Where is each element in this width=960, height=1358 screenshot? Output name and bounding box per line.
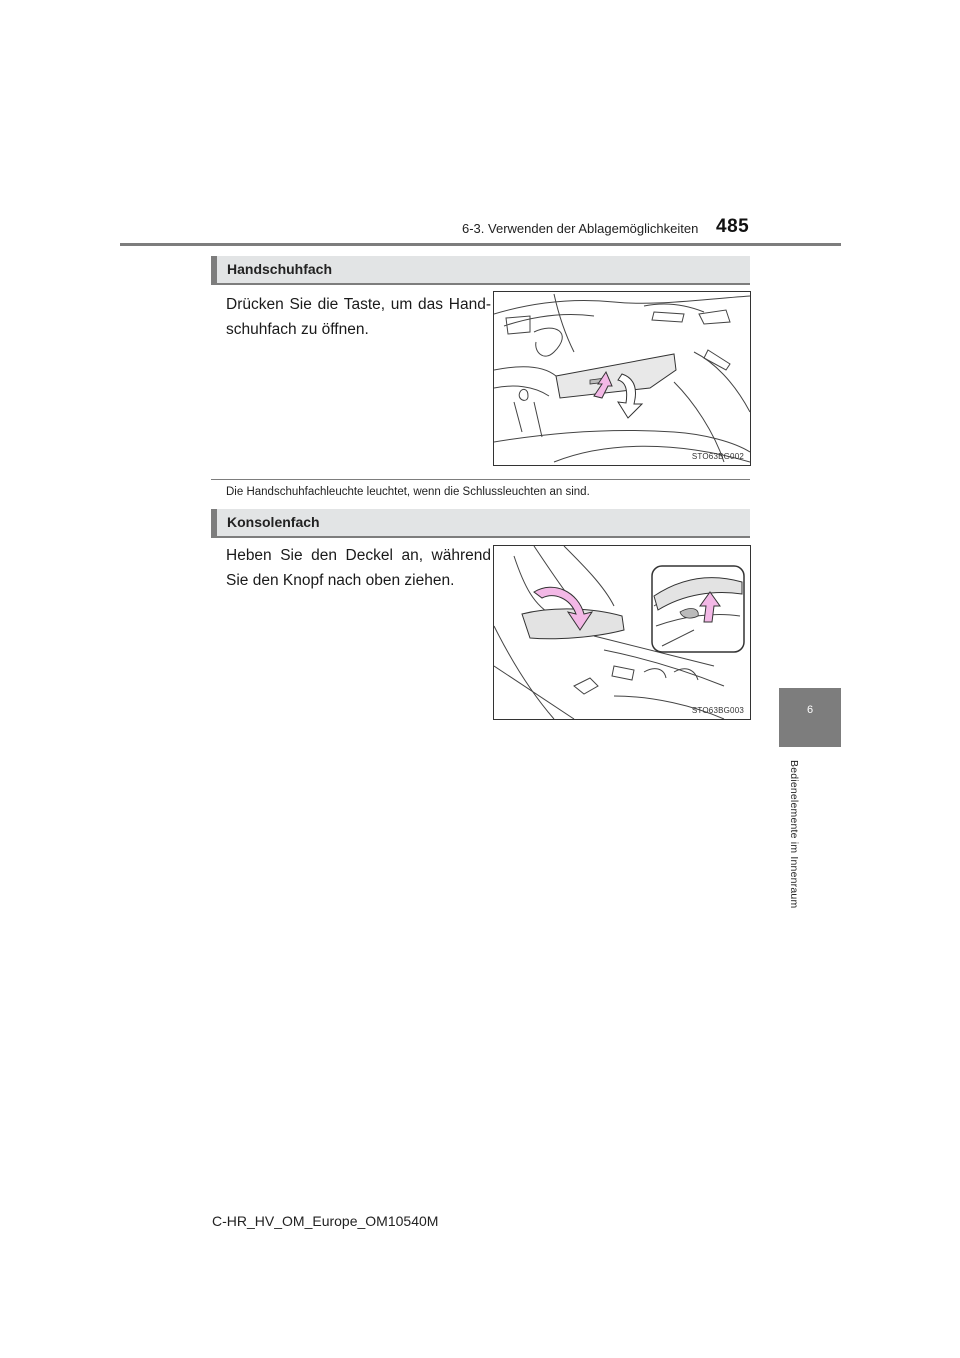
section-title-console: Konsolenfach — [227, 514, 320, 530]
chapter-number: 6 — [806, 704, 814, 716]
chapter-tab[interactable] — [779, 688, 841, 747]
chapter-label: Bedienelemente im Innenraum — [788, 760, 800, 909]
section-header-glovebox — [211, 256, 750, 283]
section-title: 6-3. Verwenden der Ablagemöglichkeiten — [462, 221, 699, 236]
note-divider — [211, 479, 750, 480]
glovebox-note: Die Handschuhfachleuchte leuchtet, wenn die Schlussleuchten an sind. — [226, 486, 590, 498]
figure-code-console: STO63BG003 — [691, 706, 744, 715]
header-rule — [120, 243, 841, 246]
glovebox-illustration — [493, 291, 751, 466]
section-header-console — [211, 509, 750, 536]
page-number: 485 — [716, 216, 750, 237]
console-box-illustration — [493, 545, 751, 720]
glovebox-drawing — [494, 292, 750, 465]
figure-code-glovebox: STO63BG002 — [691, 452, 744, 461]
instruction-text-console: Heben Sie den Deckel an, während Sie den Knopf nach oben ziehen. — [226, 547, 491, 589]
section-title-glovebox: Handschuhfach — [227, 261, 333, 277]
manual-id: C-HR_HV_OM_Europe_OM10540M — [212, 1213, 439, 1229]
console-drawing — [494, 546, 750, 719]
instruction-text-glovebox: Drücken Sie die Taste, um das Hand-schuhfach zu öffnen. — [226, 296, 491, 338]
